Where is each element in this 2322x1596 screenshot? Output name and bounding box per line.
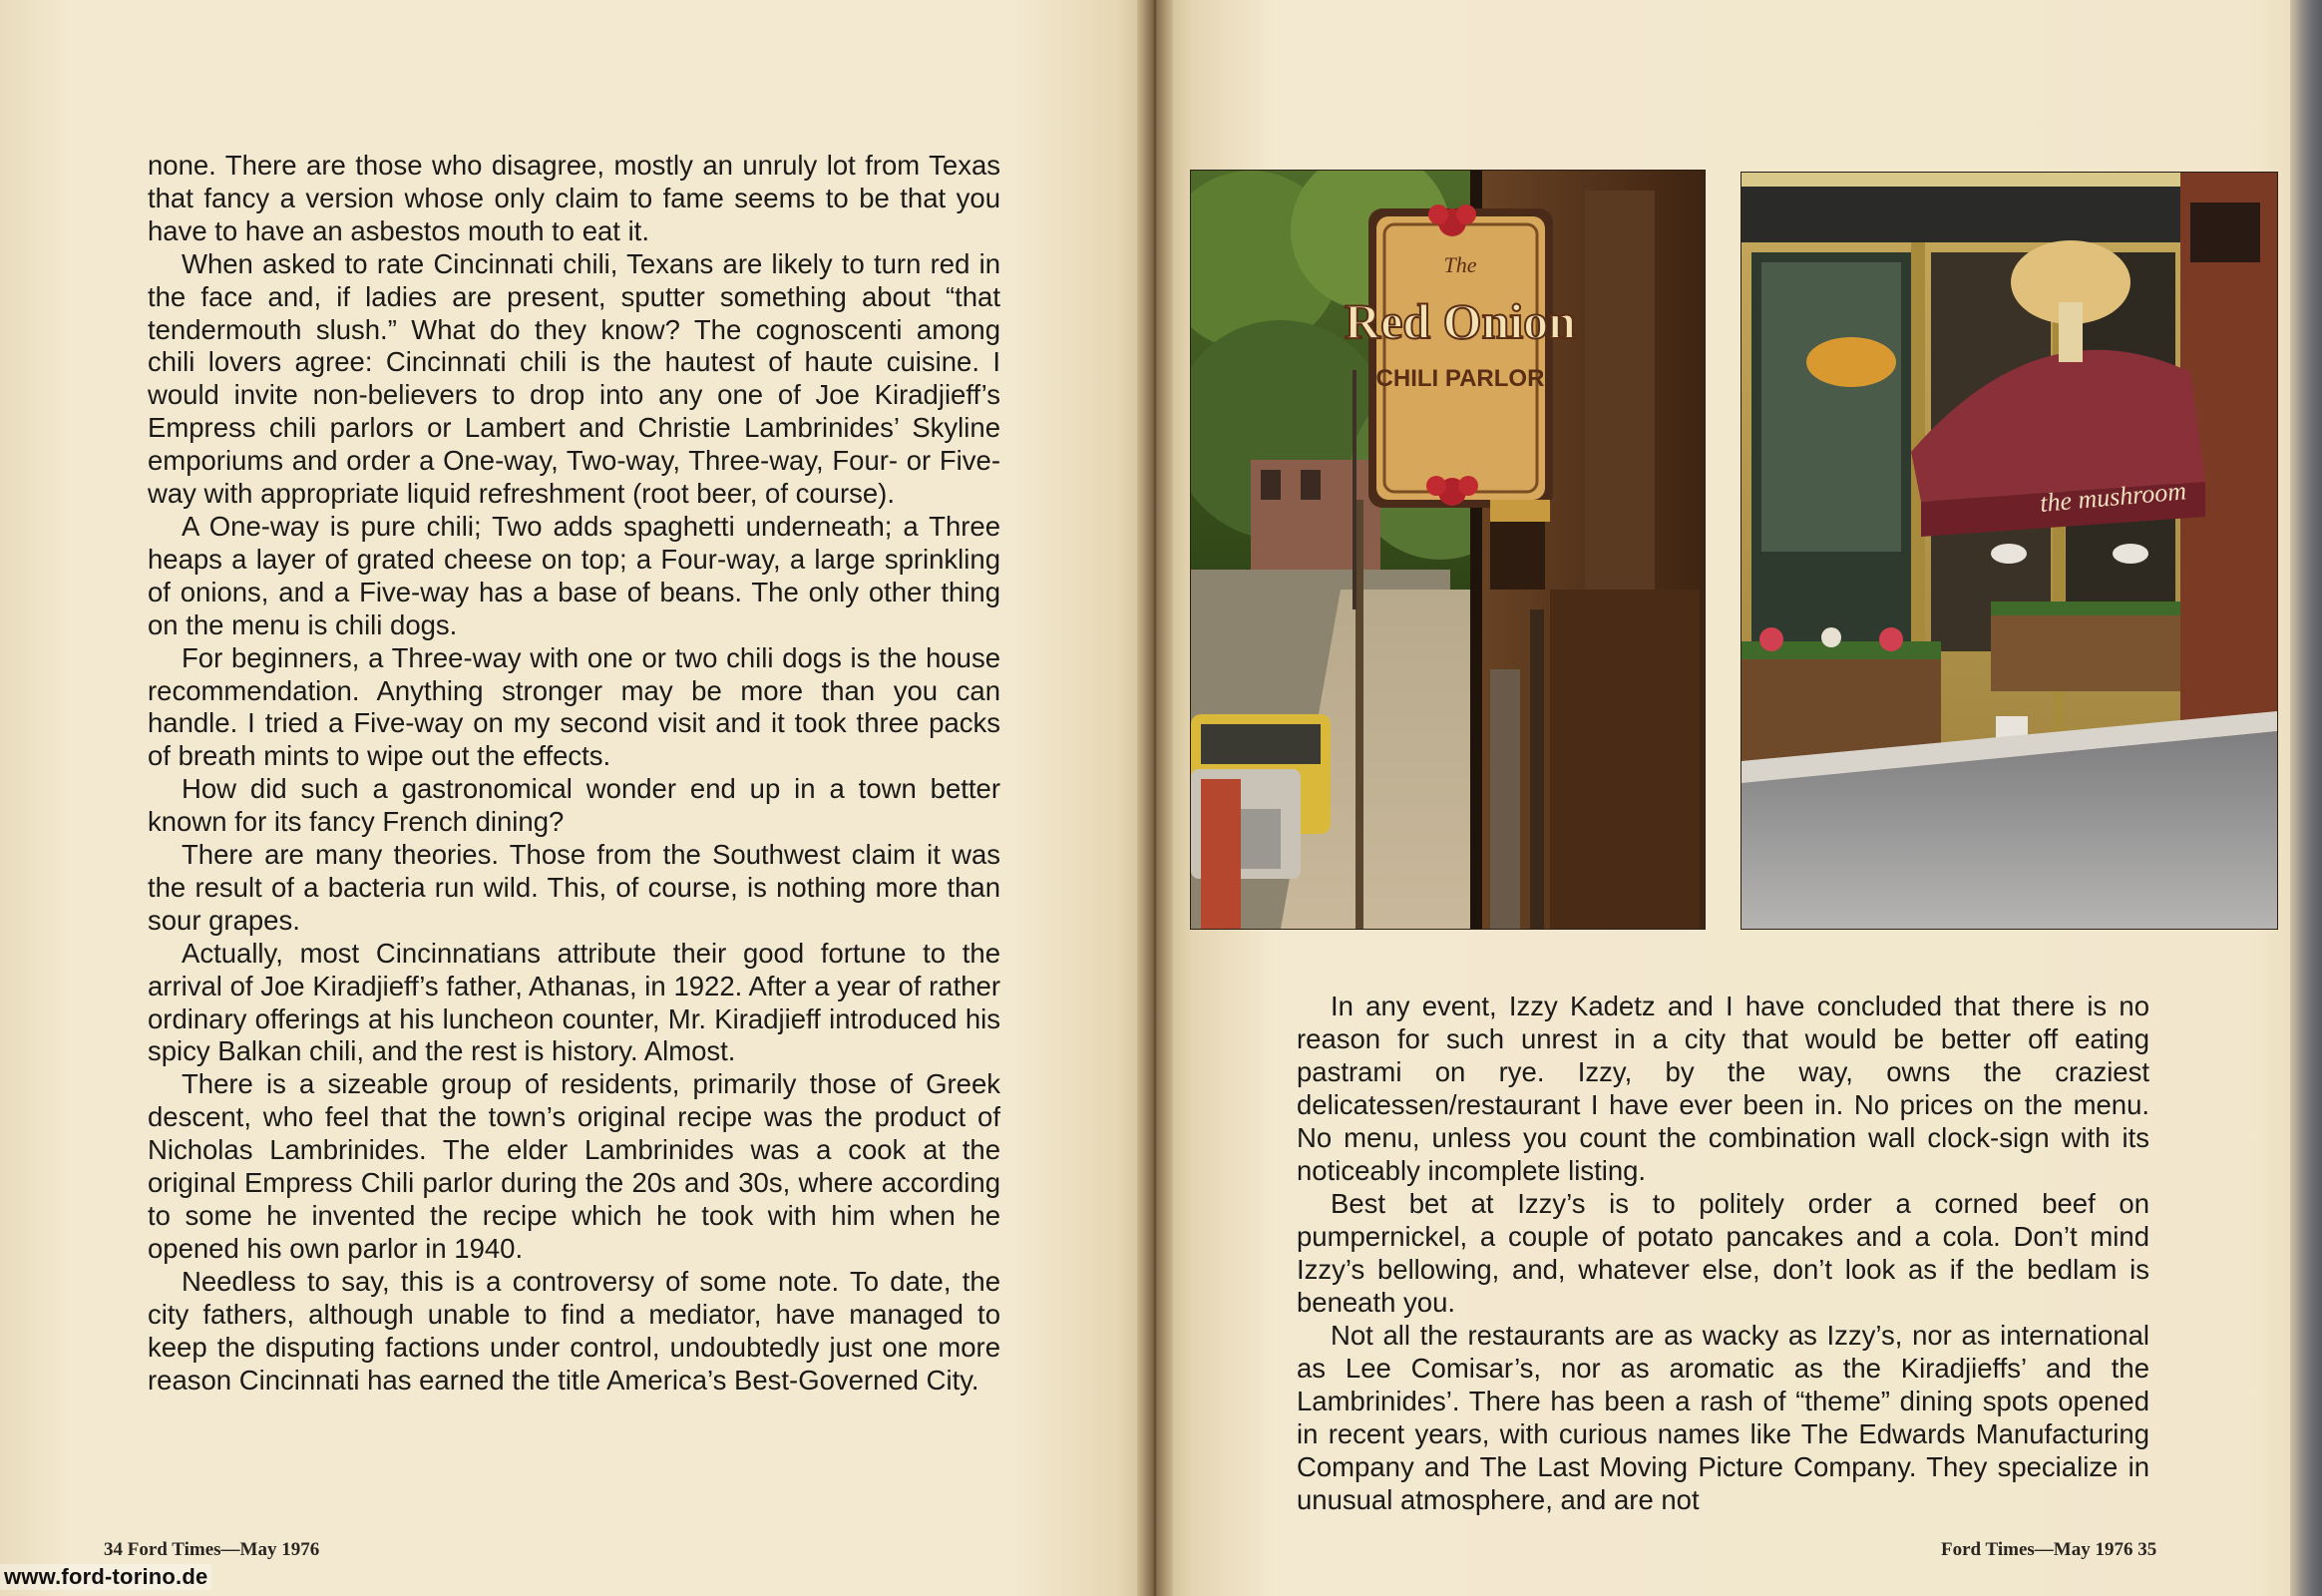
paragraph: A One-way is pure chili; Two adds spaghetti underneath; a Three heaps a layer of grated cheese on top; a Four-way, a large sprinkling of onions, and a Five-way has a base of beans. The only other thing on the menu is chili dogs. — [148, 510, 1000, 640]
paragraph: none. There are those who disagree, mostly an unruly lot from Texas that fancy a version whose only claim to fame seems to be that you have to have an asbestos mouth to eat it. — [148, 150, 1000, 246]
book-gutter — [1137, 0, 1173, 1596]
paragraph: Not all the restaurants are as wacky as Izzy’s, nor as international as Lee Comisar’s, nor as aromatic as the Kiradjieffs’ and the Lambrinides’. There has been a rash of “theme” dining spots opened in recent years, with curious names like The Edwards Manufacturing Company and The Last Moving Picture Company. They specialize in unusual atmosphere, and are not — [1297, 1320, 2149, 1515]
paragraph: Actually, most Cincinnatians attribute their good fortune to the arrival of Joe Kiradjieff’s father, Athanas, in 1922. After a year of rather ordinary offerings at his luncheon counter, Mr. Kiradjieff introduced his spicy Balkan chili, and the rest is history. Almost. — [148, 937, 1000, 1067]
paragraph: Needless to say, this is a controversy of some note. To date, the city fathers, although unable to find a mediator, have managed to keep the disputing factions under control, undoubtedly just one more reason Cincinnati has earned the title America’s Best-Governed City. — [148, 1265, 1000, 1396]
page-edge — [2290, 0, 2322, 1596]
paragraph: There is a sizeable group of residents, primarily those of Greek descent, who feel that the town’s original recipe was the product of Nicholas Lambrinides. The elder Lambrinides was a cook at the original Empress Chili parlor during the 20s and 30s, where according to some he invented the recipe which he took with him when he opened his own parlor in 1940. — [148, 1068, 1000, 1264]
paragraph: For beginners, a Three-way with one or two chili dogs is the house recommendation. Anything stronger may be more than you can handle. I tried a Five-way on my second visit and it took three packs of breath mints to wipe out the effects. — [148, 641, 1000, 772]
paragraph: In any event, Izzy Kadetz and I have concluded that there is no reason for such unrest in a city that would be better off eating pastrami on rye. Izzy, by the way, owns the craziest delicatessen/restaurant I have ever been in. No prices on the menu. No menu, unless you count the combination wall clock-sign with its noticeably incomplete listing. — [1297, 991, 2149, 1186]
page-footer-left: 34 Ford Times—May 1976 — [104, 1539, 320, 1560]
sign-text-the: The — [1443, 252, 1477, 277]
sign-text-chili-parlor: CHILI PARLOR — [1375, 365, 1545, 392]
right-page-text — [1297, 990, 2149, 1516]
left-page — [0, 0, 1153, 1596]
sign-text-red-onion: Red Onion — [1344, 293, 1577, 349]
awning-text: the mushroom — [2038, 476, 2188, 518]
website-watermark: www.ford-torino.de — [0, 1564, 211, 1590]
paragraph: How did such a gastronomical wonder end up in a town better known for its fancy French dining? — [148, 773, 1000, 838]
paragraph: When asked to rate Cincinnati chili, Texans are likely to turn red in the face and, if ladies are present, sputter something about “that tendermouth slush.” What do they know? The cognoscenti among chili lovers agree: Cincinnati chili is the hautest of haute cuisine. I would invite non-believers to drop into any one of Joe Kiradjieff’s Empress chili parlors or Lambert and Christie Lambrinides’ Skyline emporiums and order a One-way, Two-way, Three-way, Four- or Five-way with appropriate liquid refreshment (root beer, of course). — [148, 247, 1000, 510]
mushroom-storefront-photo — [1741, 172, 2278, 930]
paragraph: There are many theories. Those from the Southwest claim it was the result of a bacteria run wild. This, of course, is nothing more than sour grapes. — [148, 839, 1000, 936]
red-onion-photo — [1190, 170, 1706, 930]
page-footer-right: Ford Times—May 1976 35 — [1941, 1539, 2157, 1560]
storefront-illustration — [1742, 173, 2277, 929]
red-onion-street-illustration — [1191, 171, 1705, 929]
left-page-text — [148, 150, 1000, 1396]
paragraph: Best bet at Izzy’s is to politely order a corned beef on pumpernickel, a couple of potato pancakes and a cola. Don’t mind Izzy’s bellowing, and, whatever else, don’t look as if the bedlam is beneath you. — [1297, 1188, 2149, 1318]
